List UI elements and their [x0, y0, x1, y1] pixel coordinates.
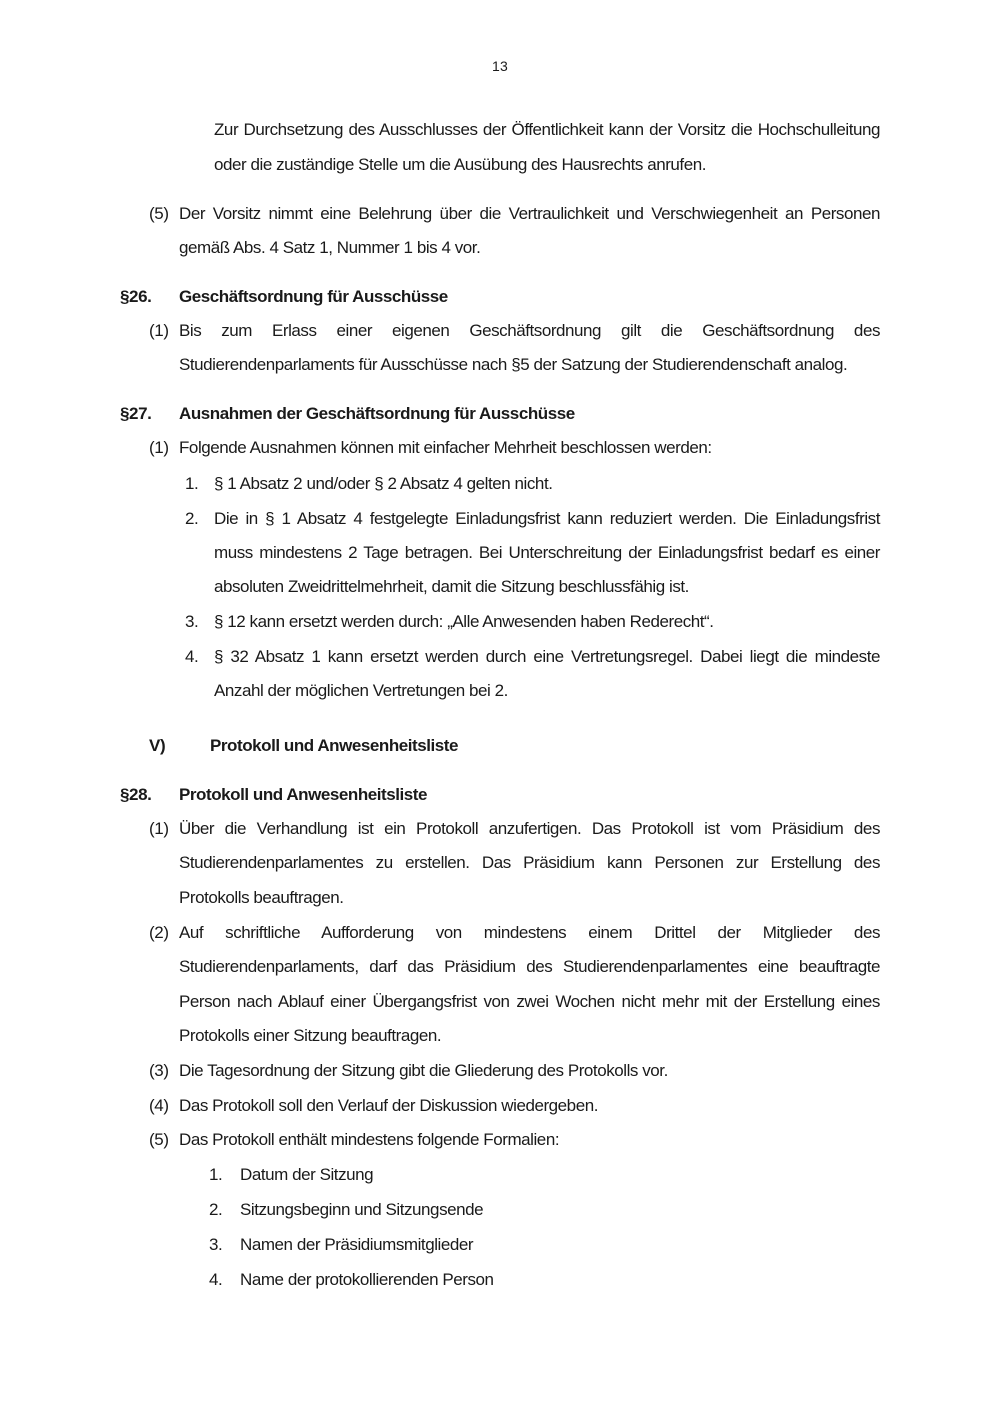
- list-item-text: Datum der Sitzung: [240, 1165, 374, 1184]
- list-item-number: 3.: [209, 1235, 223, 1254]
- list-item-number: 4.: [209, 1270, 223, 1289]
- list-item-text: § 1 Absatz 2 und/oder § 2 Absatz 4 gelten nicht.: [214, 474, 553, 493]
- list-item-number: 1.: [185, 474, 199, 493]
- list-item-text: absoluten Zweidrittelmehrheit, damit die Sitzung beschlussfähig ist.: [214, 577, 689, 596]
- paragraph-line: Protokolls einer Sitzung beauftragen.: [179, 1026, 442, 1045]
- paragraph-line: Folgende Ausnahmen können mit einfacher Mehrheit beschlossen werden:: [179, 438, 712, 457]
- list-item-text: muss mindestens 2 Tage betragen. Bei Unterschreitung der Einladungsfrist bedarf es einer: [214, 543, 880, 562]
- list-item-text: § 12 kann ersetzt werden durch: „Alle Anwesenden haben Rederecht“.: [214, 612, 714, 631]
- list-item-text: Name der protokollierenden Person: [240, 1270, 494, 1289]
- page-number: 13: [492, 58, 508, 74]
- paragraph-label: (1): [149, 819, 169, 838]
- paragraph-line: Die Tagesordnung der Sitzung gibt die Gliederung des Protokolls vor.: [179, 1061, 668, 1080]
- paragraph-line: Auf schriftliche Aufforderung von mindestens einem Drittel der Mitglieder des: [179, 923, 880, 942]
- part-number: V): [149, 736, 166, 755]
- paragraph-line: Bis zum Erlass einer eigenen Geschäftsordnung gilt die Geschäftsordnung des: [179, 321, 880, 340]
- paragraph-line: Studierendenparlamentes zu erstellen. Das Präsidium kann Personen zur Erstellung des: [179, 853, 880, 872]
- paragraph-line: Person nach Ablauf einer Übergangsfrist von zwei Wochen nicht mehr mit der Erstellung eines: [179, 992, 880, 1011]
- section-title: Ausnahmen der Geschäftsordnung für Ausschüsse: [179, 404, 575, 423]
- section-number: §27.: [120, 404, 152, 423]
- list-item-number: 2.: [209, 1200, 223, 1219]
- paragraph-line: gemäß Abs. 4 Satz 1, Nummer 1 bis 4 vor.: [179, 238, 481, 257]
- section-title: Geschäftsordnung für Ausschüsse: [179, 287, 448, 306]
- paragraph-line: Zur Durchsetzung des Ausschlusses der Öffentlichkeit kann der Vorsitz die Hochschulleitung: [214, 120, 880, 139]
- list-item-text: § 32 Absatz 1 kann ersetzt werden durch eine Vertretungsregel. Dabei liegt die mindeste: [214, 647, 880, 666]
- paragraph-line: Das Protokoll enthält mindestens folgende Formalien:: [179, 1130, 560, 1149]
- part-title: Protokoll und Anwesenheitsliste: [210, 736, 459, 755]
- list-item-text: Die in § 1 Absatz 4 festgelegte Einladungsfrist kann reduziert werden. Die Einladungsfrist: [214, 509, 880, 528]
- paragraph-label: (5): [149, 1130, 169, 1149]
- paragraph-label: (2): [149, 923, 169, 942]
- paragraph-label: (3): [149, 1061, 169, 1080]
- paragraph-line: oder die zuständige Stelle um die Ausübung des Hausrechts anrufen.: [214, 155, 706, 174]
- list-item-number: 3.: [185, 612, 199, 631]
- paragraph-line: Protokolls beauftragen.: [179, 888, 344, 907]
- section-number: §26.: [120, 287, 152, 306]
- paragraph-line: Der Vorsitz nimmt eine Belehrung über die Vertraulichkeit und Verschwiegenheit an Personen: [179, 204, 880, 223]
- paragraph-label: (1): [149, 321, 169, 340]
- list-item-number: 2.: [185, 509, 199, 528]
- list-item-number: 4.: [185, 647, 199, 666]
- list-item-text: Anzahl der möglichen Vertretungen bei 2.: [214, 681, 508, 700]
- paragraph-line: Über die Verhandlung ist ein Protokoll anzufertigen. Das Protokoll ist vom Präsidium des: [179, 819, 880, 838]
- list-item-text: Sitzungsbeginn und Sitzungsende: [240, 1200, 484, 1219]
- list-item-text: Namen der Präsidiumsmitglieder: [240, 1235, 474, 1254]
- section-number: §28.: [120, 785, 152, 804]
- paragraph-label: (5): [149, 204, 169, 223]
- paragraph-line: Das Protokoll soll den Verlauf der Diskussion wiedergeben.: [179, 1096, 598, 1115]
- section-title: Protokoll und Anwesenheitsliste: [179, 785, 428, 804]
- paragraph-line: Studierendenparlaments für Ausschüsse nach §5 der Satzung der Studierendenschaft analog.: [179, 355, 848, 374]
- paragraph-label: (1): [149, 438, 169, 457]
- paragraph-label: (4): [149, 1096, 169, 1115]
- list-item-number: 1.: [209, 1165, 223, 1184]
- paragraph-line: Studierendenparlaments, darf das Präsidium des Studierendenparlamentes eine beauftragte: [179, 957, 880, 976]
